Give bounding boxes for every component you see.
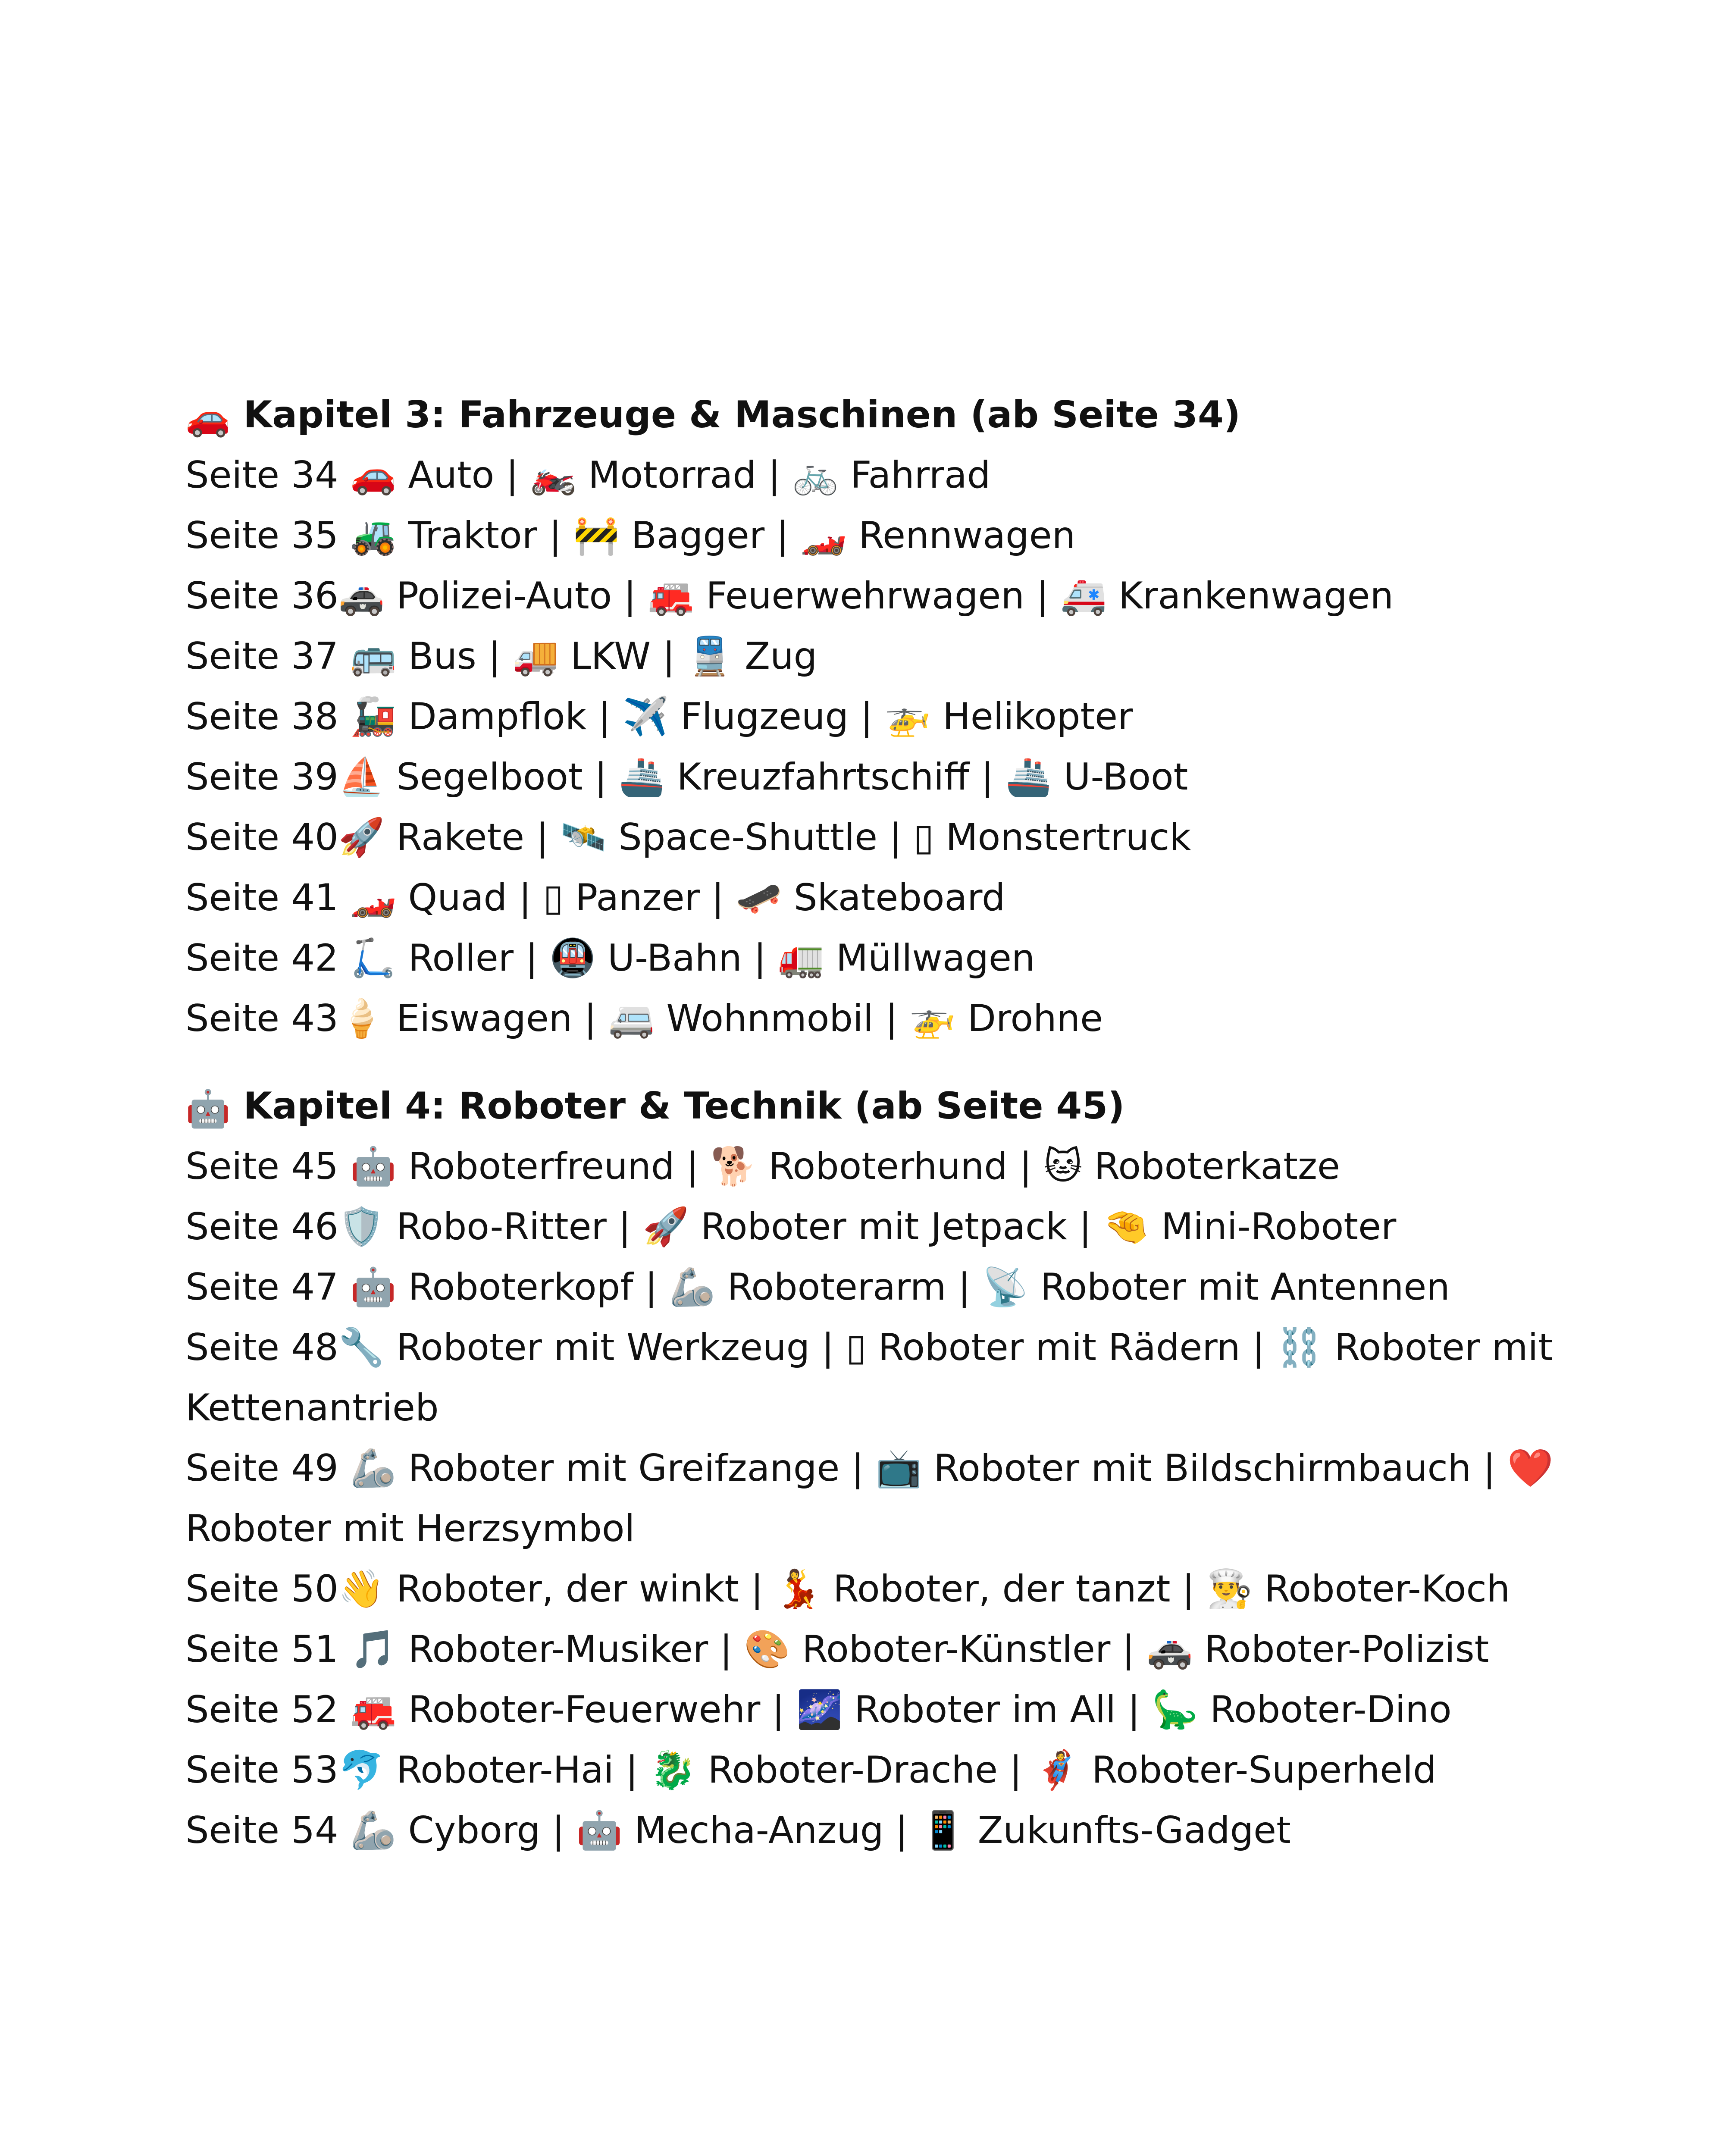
page-entry-49: Seite 49 🦾 Roboter mit Greifzange | 📺 Roboter mit Bildschirmbauch | ❤️ Roboter mit Herzsymbol [185,1447,1553,1550]
page-entry-52: Seite 52 🚒 Roboter-Feuerwehr | 🌌 Roboter im All | 🦕 Roboter-Dino [185,1688,1452,1731]
chapter-4-title: Kapitel 4: Roboter & Technik (ab Seite 45) [243,1084,1125,1128]
page-entry-54: Seite 54 🦾 Cyborg | 🤖 Mecha-Anzug | 📱 Zukunfts-Gadget [185,1809,1291,1852]
page-entry-47: Seite 47 🤖 Roboterkopf | 🦾 Roboterarm | 📡 Roboter mit Antennen [185,1266,1450,1309]
page-entry-51: Seite 51 🎵 Roboter-Musiker | 🎨 Roboter-Künstler | 🚓 Roboter-Polizist [185,1628,1489,1671]
page-entry-46: Seite 46🛡️ Robo-Ritter | 🚀 Roboter mit Jetpack | 🤏 Mini-Roboter [185,1205,1397,1248]
page-entry-48: Seite 48🔧 Roboter mit Werkzeug | ▯ Roboter mit Rädern | ⛓️ Roboter mit Kettenantrieb [185,1326,1553,1429]
chapter-3-title: Kapitel 3: Fahrzeuge & Maschinen (ab Seite 34) [243,393,1241,436]
page-entry-43: Seite 43🍦 Eiswagen | 🚐 Wohnmobil | 🚁 Drohne [185,997,1103,1040]
car-icon: 🚗 [185,396,231,439]
page-entry-41: Seite 41 🏎️ Quad | ▯ Panzer | 🛹 Skateboard [185,876,1005,919]
chapter-4-section [185,1076,1565,1861]
page-entry-53: Seite 53🐬 Roboter-Hai | 🐉 Roboter-Drache | 🦸 Roboter-Superheld [185,1749,1437,1792]
page-entry-38: Seite 38 🚂 Dampflok | ✈️ Flugzeug | 🚁 Helikopter [185,695,1133,738]
chapter-3-heading [185,385,1565,445]
chapter-4-heading [185,1076,1565,1136]
page-entry-34: Seite 34 🚗 Auto | 🏍️ Motorrad | 🚲 Fahrrad [185,454,991,497]
page-entry-45: Seite 45 🤖 Roboterfreund | 🐕 Roboterhund | 🐱 Roboterkatze [185,1145,1340,1188]
page-entry-37: Seite 37 🚌 Bus | 🚚 LKW | 🚆 Zug [185,635,817,678]
page-entry-40: Seite 40🚀 Rakete | 🛰️ Space-Shuttle | ▯ Monstertruck [185,816,1191,859]
page-entry-50: Seite 50👋 Roboter, der winkt | 💃 Roboter, der tanzt | 👨‍🍳 Roboter-Koch [185,1567,1510,1611]
robot-icon: 🤖 [185,1087,231,1130]
page-entry-42: Seite 42 🛴 Roller | 🚇 U-Bahn | 🚛 Müllwagen [185,937,1035,980]
page-entry-39: Seite 39⛵ Segelboot | 🚢 Kreuzfahrtschiff | 🚢 U-Boot [185,755,1188,799]
chapter-3-section [185,385,1565,1049]
page-entry-36: Seite 36🚓 Polizei-Auto | 🚒 Feuerwehrwagen | 🚑 Krankenwagen [185,574,1394,617]
page-entry-35: Seite 35 🚜 Traktor | 🚧 Bagger | 🏎️ Rennwagen [185,514,1076,557]
